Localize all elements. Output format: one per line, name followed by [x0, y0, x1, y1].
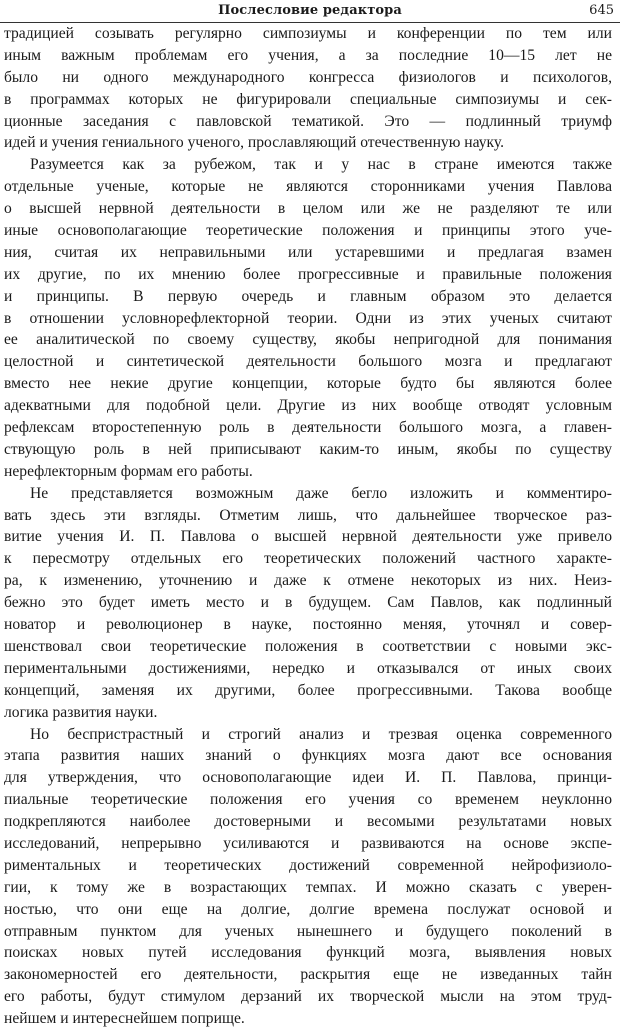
- text-line: ра, к изменению, уточнению и даже к отмене некоторых из них. Неиз-: [4, 572, 612, 590]
- text-line: подкрепляются наиболее достоверными и весомыми результатами новых: [4, 813, 612, 831]
- text-line: и принципы. В первую очередь и главным образом это делается: [4, 287, 612, 305]
- text-line: Но беспристрастный и строгий анализ и трезвая оценка современного: [30, 725, 612, 743]
- text-line: исследований, непрерывно усиливаются и развиваются на основе экспе-: [4, 834, 612, 852]
- text-line: нейшем и интереснейшем поприще.: [4, 1010, 245, 1028]
- text-line: в программах которых не фигурировали специальные симпозиумы и сек-: [4, 90, 612, 108]
- text-line: гии, к тому же в возрастающих темпах. И можно сказать с уверен-: [4, 878, 612, 896]
- text-line: о высшей нервной деятельности в целом или же не разделяют те или: [4, 200, 612, 218]
- text-line: ния, считая их неправильными или устаревшими и предлагая взамен: [4, 243, 612, 261]
- text-line: риментальных и теоретических достижений современной нейрофизиоло-: [4, 856, 612, 874]
- text-line: ствующую роль в ней приписывают каким-то иным, якобы по существу: [4, 440, 612, 458]
- text-line: их другие, по их мнению более прогрессивные и правильные положения: [4, 265, 612, 283]
- text-line: отправным пунктом для ученых нынешнего и будущего поколений в: [4, 922, 612, 940]
- text-line: новатор и революционер в науке, постоянно меняя, уточнял и совер-: [4, 616, 612, 634]
- text-line: ностью, что они еще на долгие, долгие времена послужат основой и: [4, 900, 612, 918]
- text-line: для утверждения, что основополагающие идеи И. П. Павлова, принци-: [4, 769, 612, 787]
- text-line: иным важным проблемам его учения, а за последние 10—15 лет не: [4, 46, 612, 64]
- text-line: шенствовал свои теоретические положения в соответствии с новыми экс-: [4, 637, 612, 655]
- text-line: пиальные теоретические положения его учения со временем неуклонно: [4, 791, 612, 809]
- text-line: нерефлекторным формам его работы.: [4, 462, 253, 480]
- text-line: этапа развития наших знаний о функциях мозга дают все основания: [4, 747, 612, 765]
- running-header-title: Послесловие редактора: [218, 3, 402, 18]
- text-line: ее аналитической по своему существу, якобы непригодной для понимания: [4, 331, 612, 349]
- running-header: [0, 0, 620, 24]
- text-line: поисках новых путей исследования функций мозга, выявления новых: [4, 944, 612, 962]
- text-line: целостной и синтетической деятельности большого мозга и предлагают: [4, 353, 612, 371]
- text-line: витие учения И. П. Павлова о высшей нервной деятельности уже привело: [4, 528, 612, 546]
- text-line: рефлексам второстепенную роль в деятельности большого мозга, а главен-: [4, 419, 612, 437]
- text-line: иные основополагающие теоретические положения и принципы этого уче-: [4, 222, 612, 240]
- text-line: адекватными для подобной цели. Другие из них вообще отводят условным: [4, 397, 612, 415]
- text-line: логика развития науки.: [4, 703, 158, 721]
- text-line: в отношении условнорефлекторной теории. Одни из этих ученых считают: [4, 309, 612, 327]
- text-line: традицией созывать регулярно симпозиумы и конференции по тем или: [4, 25, 612, 42]
- body-text: [4, 23, 612, 1030]
- text-line: идей и учения гениального ученого, прославляющий отечественную науку.: [4, 134, 505, 152]
- text-line: ционные заседания с павловской тематикой. Это — подлинный триумф: [4, 112, 612, 130]
- text-line: отдельные ученые, которые не являются сторонниками учения Павлова: [4, 178, 612, 196]
- text-line: закономерностей его деятельности, раскрытия еще не изведанных тайн: [4, 966, 612, 984]
- text-line: периментальными достижениями, нередко и отказывался от иных своих: [4, 659, 612, 677]
- page-number: 645: [589, 3, 614, 18]
- text-line: к пересмотру отдельных его теоретических положений частного характе-: [4, 550, 612, 568]
- text-line: бежно это будет иметь место и в будущем. Сам Павлов, как подлинный: [4, 594, 612, 612]
- text-line: концепций, заменяя их другими, более прогрессивными. Такова вообще: [4, 681, 612, 699]
- text-line: Разумеется как за рубежом, так и у нас в стране имеются также: [30, 156, 612, 174]
- text-line: Не представляется возможным даже бегло изложить и комментиро-: [30, 484, 612, 502]
- text-line: его работы, будут стимулом дерзаний их творческой мысли на этом труд-: [4, 988, 612, 1006]
- text-line: вать здесь эти взгляды. Отметим лишь, что дальнейшее творческое раз-: [4, 506, 612, 524]
- text-line: вместо нее некие другие концепции, которые будто бы являются более: [4, 375, 612, 393]
- text-line: было ни одного международного конгресса физиологов и психологов,: [4, 68, 612, 86]
